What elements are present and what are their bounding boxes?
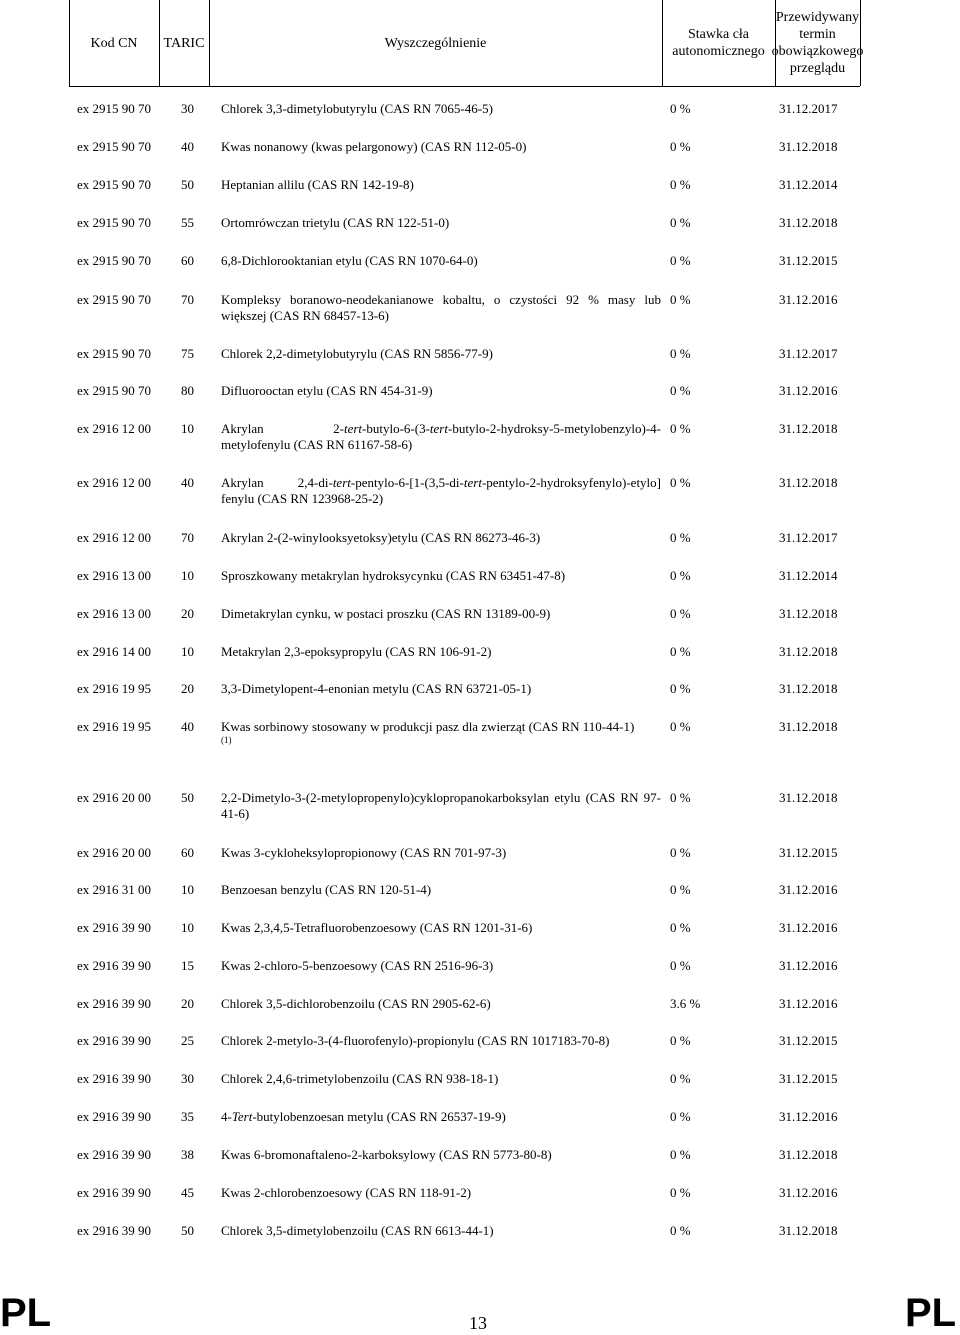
taric-code: 38 bbox=[181, 1147, 194, 1162]
italic-prefix: Tert bbox=[231, 1109, 253, 1124]
header-termin: Przewidywany termin obowiązkowego przeglądu bbox=[771, 10, 864, 76]
description-part: -butylo-2-hydroksy-5-metylobenzylo)-4-metylofenylu (CAS RN 61167-58-6) bbox=[221, 421, 661, 452]
taric-code: 55 bbox=[181, 215, 194, 230]
taric-code: 20 bbox=[181, 996, 194, 1011]
cn-code: ex 2916 31 00 bbox=[77, 882, 152, 897]
description: Difluorooctan etylu (CAS RN 454-31-9) bbox=[221, 383, 433, 398]
cn-code: ex 2916 39 90 bbox=[77, 1223, 152, 1238]
cn-code: ex 2915 90 70 bbox=[77, 215, 152, 230]
duty-rate: 0 % bbox=[670, 882, 691, 897]
review-date: 31.12.2015 bbox=[779, 253, 838, 268]
review-date: 31.12.2014 bbox=[779, 177, 838, 192]
duty-rate: 0 % bbox=[670, 568, 691, 583]
review-date: 31.12.2016 bbox=[779, 996, 838, 1011]
taric-code: 40 bbox=[181, 475, 194, 490]
italic-prefix: tert bbox=[332, 475, 351, 490]
cn-code: ex 2915 90 70 bbox=[77, 292, 152, 307]
taric-code: 10 bbox=[181, 920, 194, 935]
description bbox=[221, 719, 661, 745]
description: Chlorek 2,2-dimetylobutyrylu (CAS RN 5856-77-9) bbox=[221, 346, 493, 361]
description: Akrylan 2-(2-winylooksyetoksy)etylu (CAS RN 86273-46-3) bbox=[221, 530, 541, 545]
cn-code: ex 2916 19 95 bbox=[77, 719, 152, 734]
cn-code: ex 2916 39 90 bbox=[77, 958, 152, 973]
taric-code: 30 bbox=[181, 101, 194, 116]
header-wyszczegolnienie: Wyszczególnienie bbox=[384, 35, 487, 51]
description-part: 4- bbox=[221, 1109, 232, 1124]
duty-rate: 0 % bbox=[670, 383, 691, 398]
cn-code: ex 2916 39 90 bbox=[77, 1033, 152, 1048]
taric-code: 10 bbox=[181, 421, 194, 436]
review-date: 31.12.2018 bbox=[779, 421, 838, 436]
duty-rate: 0 % bbox=[670, 681, 691, 696]
italic-prefix: tert bbox=[463, 475, 482, 490]
description: Kwas 2,3,4,5-Tetrafluorobenzoesowy (CAS RN 1201-31-6) bbox=[221, 920, 533, 935]
review-date: 31.12.2018 bbox=[779, 215, 838, 230]
taric-code: 10 bbox=[181, 644, 194, 659]
taric-code: 10 bbox=[181, 568, 194, 583]
taric-code: 15 bbox=[181, 958, 194, 973]
description-part: -pentylo-2-hydroksyfenylo)-etylo] fenylu (CAS RN 123968-25-2) bbox=[221, 475, 661, 506]
cn-code: ex 2916 39 90 bbox=[77, 996, 152, 1011]
taric-code: 80 bbox=[181, 383, 194, 398]
cn-code: ex 2915 90 70 bbox=[77, 177, 152, 192]
description-part: Akrylan 2- bbox=[221, 421, 344, 436]
review-date: 31.12.2016 bbox=[779, 292, 838, 307]
description: Chlorek 2,4,6-trimetylobenzoilu (CAS RN 938-18-1) bbox=[221, 1071, 499, 1086]
description-text: Kwas sorbinowy stosowany w produkcji pasz dla zwierząt (CAS RN 110-44-1) bbox=[221, 719, 635, 734]
duty-rate: 0 % bbox=[670, 958, 691, 973]
duty-rate: 0 % bbox=[670, 139, 691, 154]
duty-rate: 0 % bbox=[670, 719, 691, 734]
taric-code: 60 bbox=[181, 253, 194, 268]
taric-code: 70 bbox=[181, 530, 194, 545]
duty-rate: 0 % bbox=[670, 1033, 691, 1048]
description: 3,3-Dimetylopent-4-enonian metylu (CAS RN 63721-05-1) bbox=[221, 681, 532, 696]
review-date: 31.12.2015 bbox=[779, 1071, 838, 1086]
cn-code: ex 2916 12 00 bbox=[77, 421, 152, 436]
review-date: 31.12.2016 bbox=[779, 920, 838, 935]
description: Metakrylan 2,3-epoksypropylu (CAS RN 106-91-2) bbox=[221, 644, 492, 659]
duty-rate: 0 % bbox=[670, 790, 691, 805]
description: Ortomrówczan trietylu (CAS RN 122-51-0) bbox=[221, 215, 450, 230]
review-date: 31.12.2018 bbox=[779, 681, 838, 696]
taric-code: 50 bbox=[181, 1223, 194, 1238]
review-date: 31.12.2017 bbox=[779, 530, 838, 545]
taric-code: 30 bbox=[181, 1071, 194, 1086]
table-header bbox=[69, 0, 864, 87]
cn-code: ex 2915 90 70 bbox=[77, 101, 152, 116]
cn-code: ex 2916 12 00 bbox=[77, 530, 152, 545]
cn-code: ex 2916 13 00 bbox=[77, 568, 152, 583]
review-date: 31.12.2018 bbox=[779, 644, 838, 659]
description: 6,8-Dichlorooktanian etylu (CAS RN 1070-64-0) bbox=[221, 253, 478, 268]
cn-code: ex 2916 19 95 bbox=[77, 681, 152, 696]
description: Heptanian allilu (CAS RN 142-19-8) bbox=[221, 177, 414, 192]
taric-code: 60 bbox=[181, 845, 194, 860]
duty-rate: 0 % bbox=[670, 292, 691, 307]
description-part: -butylobenzoesan metylu (CAS RN 26537-19-9) bbox=[252, 1109, 506, 1124]
description: Dimetakrylan cynku, w postaci proszku (CAS RN 13189-00-9) bbox=[221, 606, 551, 621]
review-date: 31.12.2014 bbox=[779, 568, 838, 583]
taric-code: 75 bbox=[181, 346, 194, 361]
cn-code: ex 2916 39 90 bbox=[77, 1185, 152, 1200]
taric-code: 40 bbox=[181, 139, 194, 154]
footer-pl-left: PL bbox=[0, 1291, 52, 1335]
cn-code: ex 2916 39 90 bbox=[77, 920, 152, 935]
duty-rate: 0 % bbox=[670, 177, 691, 192]
duty-rate: 0 % bbox=[670, 1147, 691, 1162]
duty-rate: 0 % bbox=[670, 1109, 691, 1124]
duty-rate: 3.6 % bbox=[670, 996, 701, 1011]
duty-rate: 0 % bbox=[670, 606, 691, 621]
review-date: 31.12.2017 bbox=[779, 101, 838, 116]
taric-code: 45 bbox=[181, 1185, 194, 1200]
duty-rate: 0 % bbox=[670, 845, 691, 860]
review-date: 31.12.2018 bbox=[779, 790, 838, 805]
description: Chlorek 3,5-dichlorobenzoilu (CAS RN 2905-62-6) bbox=[221, 996, 491, 1011]
taric-code: 25 bbox=[181, 1033, 194, 1048]
description-part: Akrylan 2,4-di- bbox=[221, 475, 333, 490]
italic-prefix: tert bbox=[343, 421, 363, 436]
description: Chlorek 3,5-dimetylobenzoilu (CAS RN 6613-44-1) bbox=[221, 1223, 494, 1238]
description: Kwas nonanowy (kwas pelargonowy) (CAS RN 112-05-0) bbox=[221, 139, 527, 154]
duty-rate: 0 % bbox=[670, 253, 691, 268]
description: 2,2-Dimetylo-3-(2-metylopropenylo)cyklopropanokarboksylan etylu (CAS RN 97-41-6) bbox=[221, 790, 661, 821]
review-date: 31.12.2016 bbox=[779, 1109, 838, 1124]
review-date: 31.12.2018 bbox=[779, 475, 838, 490]
description: Chlorek 3,3-dimetylobutyrylu (CAS RN 7065-46-5) bbox=[221, 101, 493, 116]
cn-code: ex 2916 39 90 bbox=[77, 1109, 152, 1124]
header-kod-cn: Kod CN bbox=[90, 35, 138, 51]
cn-code: ex 2915 90 70 bbox=[77, 346, 152, 361]
cn-code: ex 2916 14 00 bbox=[77, 644, 152, 659]
italic-prefix: tert bbox=[429, 421, 448, 436]
duty-rate: 0 % bbox=[670, 475, 691, 490]
review-date: 31.12.2018 bbox=[779, 719, 838, 734]
footnote-ref: (1) bbox=[221, 735, 232, 745]
review-date: 31.12.2015 bbox=[779, 1033, 838, 1048]
description: Chlorek 2-metylo-3-(4-fluorofenylo)-propionylu (CAS RN 1017183-70-8) bbox=[221, 1033, 610, 1048]
taric-code: 35 bbox=[181, 1109, 194, 1124]
description bbox=[221, 1109, 661, 1125]
duty-rate: 0 % bbox=[670, 1071, 691, 1086]
duty-rate: 0 % bbox=[670, 1185, 691, 1200]
taric-code: 40 bbox=[181, 719, 194, 734]
review-date: 31.12.2018 bbox=[779, 1223, 838, 1238]
header-stawka: Stawka cła autonomicznego bbox=[672, 27, 765, 59]
cn-code: ex 2916 39 90 bbox=[77, 1147, 152, 1162]
review-date: 31.12.2016 bbox=[779, 383, 838, 398]
footer-pl-right: PL bbox=[905, 1291, 957, 1335]
description: Kwas 2-chlorobenzoesowy (CAS RN 118-91-2) bbox=[221, 1185, 472, 1200]
duty-rate: 0 % bbox=[670, 644, 691, 659]
cn-code: ex 2916 20 00 bbox=[77, 845, 152, 860]
description: Benzoesan benzylu (CAS RN 120-51-4) bbox=[221, 882, 432, 897]
description: Kwas 2-chloro-5-benzoesowy (CAS RN 2516-96-3) bbox=[221, 958, 494, 973]
review-date: 31.12.2016 bbox=[779, 882, 838, 897]
duty-rate: 0 % bbox=[670, 530, 691, 545]
taric-code: 70 bbox=[181, 292, 194, 307]
cn-code: ex 2916 20 00 bbox=[77, 790, 152, 805]
duty-rate: 0 % bbox=[670, 421, 691, 436]
cn-code: ex 2915 90 70 bbox=[77, 383, 152, 398]
description: Kwas 3-cykloheksylopropionowy (CAS RN 701-97-3) bbox=[221, 845, 507, 860]
description: Kwas 6-bromonaftaleno-2-karboksylowy (CAS RN 5773-80-8) bbox=[221, 1147, 552, 1162]
cn-code: ex 2915 90 70 bbox=[77, 253, 152, 268]
duty-rate: 0 % bbox=[670, 346, 691, 361]
taric-code: 10 bbox=[181, 882, 194, 897]
description-part: -pentylo-6-[1-(3,5-di- bbox=[350, 475, 464, 490]
description: Sproszkowany metakrylan hydroksycynku (CAS RN 63451-47-8) bbox=[221, 568, 566, 583]
description bbox=[221, 421, 661, 453]
taric-code: 50 bbox=[181, 177, 194, 192]
duty-rate: 0 % bbox=[670, 215, 691, 230]
taric-code: 20 bbox=[181, 681, 194, 696]
review-date: 31.12.2016 bbox=[779, 958, 838, 973]
taric-code: 50 bbox=[181, 790, 194, 805]
cn-code: ex 2916 13 00 bbox=[77, 606, 152, 621]
description bbox=[221, 475, 661, 507]
review-date: 31.12.2018 bbox=[779, 1147, 838, 1162]
review-date: 31.12.2017 bbox=[779, 346, 838, 361]
review-date: 31.12.2018 bbox=[779, 139, 838, 154]
cn-code: ex 2916 39 90 bbox=[77, 1071, 152, 1086]
taric-code: 20 bbox=[181, 606, 194, 621]
duty-rate: 0 % bbox=[670, 101, 691, 116]
review-date: 31.12.2015 bbox=[779, 845, 838, 860]
review-date: 31.12.2018 bbox=[779, 606, 838, 621]
cn-code: ex 2915 90 70 bbox=[77, 139, 152, 154]
page-number: 13 bbox=[469, 1313, 487, 1333]
header-taric: TARIC bbox=[163, 35, 205, 51]
cn-code: ex 2916 12 00 bbox=[77, 475, 152, 490]
description-part: -butylo-6-(3- bbox=[362, 421, 430, 436]
description: Kompleksy boranowo-neodekanianowe kobaltu, o czystości 92 % masy lub większej (CAS RN 68457-13-6) bbox=[221, 292, 661, 323]
duty-rate: 0 % bbox=[670, 1223, 691, 1238]
duty-rate: 0 % bbox=[670, 920, 691, 935]
review-date: 31.12.2016 bbox=[779, 1185, 838, 1200]
